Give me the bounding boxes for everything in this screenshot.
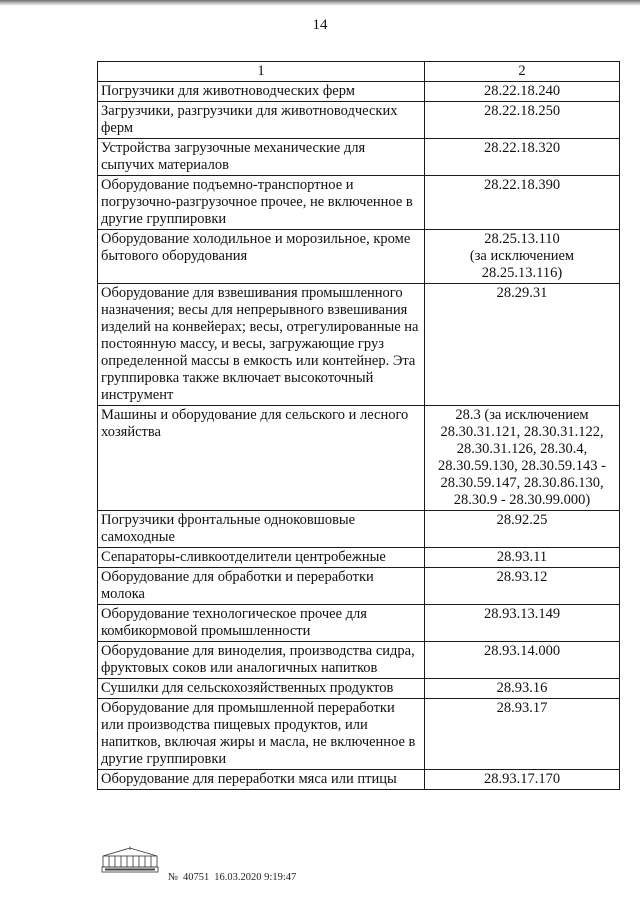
table-row: [98, 139, 620, 176]
okpd-code: 28.22.18.250: [425, 102, 620, 139]
column-header-2: 2: [425, 62, 620, 82]
document-number: 40751: [183, 872, 210, 883]
classification-table: [97, 61, 620, 790]
table-row: [98, 102, 620, 139]
equipment-name: Оборудование холодильное и морозильное, кроме бытового оборудования: [98, 230, 425, 284]
equipment-name: Сушилки для сельскохозяйственных продуктов: [98, 679, 425, 699]
okpd-code: 28.92.25: [425, 511, 620, 548]
equipment-name: Оборудование для переработки мяса или птицы: [98, 770, 425, 790]
equipment-name: Сепараторы-сливкоотделители центробежные: [98, 548, 425, 568]
equipment-name: Оборудование технологическое прочее для комбикормовой промышленности: [98, 605, 425, 642]
table-row: [98, 679, 620, 699]
equipment-name: Погрузчики фронтальные одноковшовые самоходные: [98, 511, 425, 548]
registration-stamp: [168, 872, 301, 883]
table-row: [98, 568, 620, 605]
equipment-name: Оборудование для виноделия, производства сидра, фруктовых соков или аналогичных напитков: [98, 642, 425, 679]
okpd-code: 28.93.17: [425, 699, 620, 770]
table-header-row: [98, 62, 620, 82]
equipment-name: Оборудование подъемно-транспортное и погрузочно-разгрузочное прочее, не включенное в другие группировки: [98, 176, 425, 230]
equipment-name: Загрузчики, разгрузчики для животноводческих ферм: [98, 102, 425, 139]
table-row: [98, 230, 620, 284]
okpd-code: 28.93.13.149: [425, 605, 620, 642]
page-number: 14: [312, 17, 328, 33]
column-header-1: 1: [98, 62, 425, 82]
okpd-code: 28.25.13.110 (за исключением 28.25.13.116): [425, 230, 620, 284]
table-row: [98, 605, 620, 642]
registration-timestamp: 16.03.2020 9:19:47: [214, 872, 297, 883]
document-number-icon: №: [168, 872, 179, 883]
table-row: [98, 642, 620, 679]
table-row: [98, 82, 620, 102]
scan-edge: [0, 0, 640, 6]
okpd-code: 28.93.17.170: [425, 770, 620, 790]
okpd-code: 28.93.12: [425, 568, 620, 605]
table-row: [98, 548, 620, 568]
okpd-code: 28.22.18.320: [425, 139, 620, 176]
equipment-name: Оборудование для взвешивания промышленного назначения; весы для непрерывного взвешивания изделий на конвейерах; весы, отрегулированные на постоянную массу, и весы, загружающие груз определенной массы в емкость или контейнер. Эта группировка также включает высокоточный инструмент: [98, 284, 425, 406]
okpd-code: 28.3 (за исключением 28.30.31.121, 28.30.31.122, 28.30.31.126, 28.30.4, 28.30.59.130, 28.30.59.143 - 28.30.59.147, 28.30.86.130, 28.30.9 - 28.30.99.000): [425, 406, 620, 511]
table-row: [98, 176, 620, 230]
table-row: [98, 699, 620, 770]
table-row: [98, 284, 620, 406]
equipment-name: Погрузчики для животноводческих ферм: [98, 82, 425, 102]
equipment-name: Машины и оборудование для сельского и лесного хозяйства: [98, 406, 425, 511]
table-row: [98, 770, 620, 790]
okpd-code: 28.29.31: [425, 284, 620, 406]
okpd-code: 28.22.18.390: [425, 176, 620, 230]
equipment-name: Оборудование для промышленной переработки или производства пищевых продуктов, или напитков, включая жиры и масла, не включенное в другие группировки: [98, 699, 425, 770]
okpd-code: 28.93.16: [425, 679, 620, 699]
government-emblem-icon: [101, 846, 159, 874]
equipment-name: Устройства загрузочные механические для сыпучих материалов: [98, 139, 425, 176]
table-row: [98, 406, 620, 511]
equipment-name: Оборудование для обработки и переработки молока: [98, 568, 425, 605]
okpd-code: 28.93.14.000: [425, 642, 620, 679]
okpd-code: 28.93.11: [425, 548, 620, 568]
table-row: [98, 511, 620, 548]
okpd-code: 28.22.18.240: [425, 82, 620, 102]
